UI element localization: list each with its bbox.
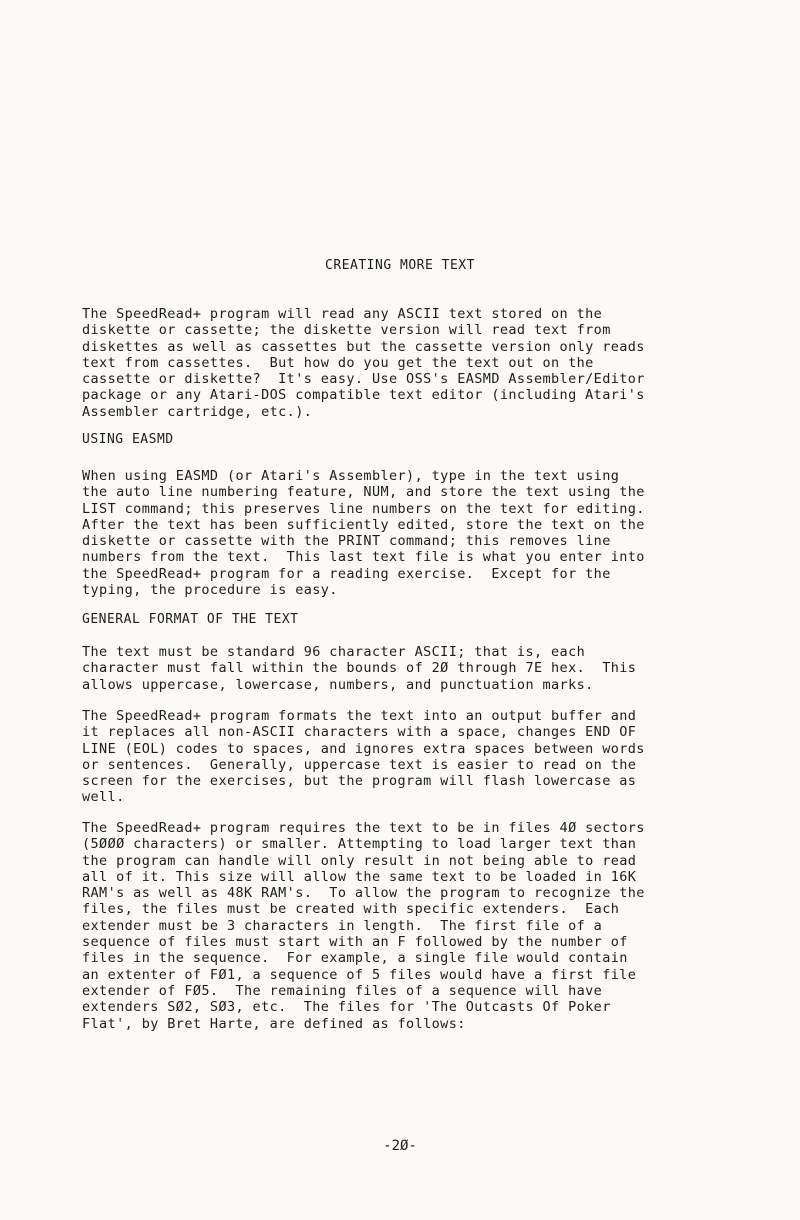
text-line: diskette or cassette with the PRINT command; this removes line bbox=[82, 533, 611, 550]
text-line: (5ØØØ characters) or smaller. Attempting to load larger text than bbox=[82, 836, 637, 853]
text-line: Assembler cartridge, etc.). bbox=[82, 403, 313, 420]
text-line: After the text has been sufficiently edited, store the text on the bbox=[82, 516, 645, 533]
section-heading-general-format: GENERAL FORMAT OF THE TEXT bbox=[82, 612, 299, 627]
text-line: an extenter of FØ1, a sequence of 5 files would have a first file bbox=[82, 966, 637, 983]
text-line: RAM's as well as 48K RAM's. To allow the program to recognize the bbox=[82, 885, 645, 902]
text-line: extender of FØ5. The remaining files of a sequence will have bbox=[82, 982, 603, 999]
text-line: files in the sequence. For example, a single file would contain bbox=[82, 950, 628, 967]
text-line: the program can handle will only result in not being able to read bbox=[82, 852, 637, 869]
text-line: The SpeedRead+ program will read any ASCII text stored on the bbox=[82, 306, 603, 322]
text-line: When using EASMD (or Atari's Assembler), type in the text using bbox=[82, 468, 620, 484]
text-line: sequence of files must start with an F followed by the number of bbox=[82, 934, 628, 951]
text-line: numbers from the text. This last text file is what you enter into bbox=[82, 549, 645, 566]
section-heading-using-easmd: USING EASMD bbox=[82, 432, 174, 447]
text-line: the auto line numbering feature, NUM, and store the text using the bbox=[82, 484, 645, 501]
format-paragraph-1 bbox=[82, 644, 732, 693]
text-line: LINE (EOL) codes to spaces, and ignores extra spaces between words bbox=[82, 740, 645, 757]
text-line: package or any Atari-DOS compatible text editor (including Atari's bbox=[82, 387, 645, 404]
text-line: the SpeedRead+ program for a reading exercise. Except for the bbox=[82, 565, 611, 582]
text-line: extender must be 3 characters in length. The first file of a bbox=[82, 917, 603, 934]
format-paragraph-3 bbox=[82, 820, 732, 1032]
intro-paragraph bbox=[82, 306, 732, 420]
text-line: screen for the exercises, but the program will flash lowercase as bbox=[82, 773, 637, 790]
page-title: CREATING MORE TEXT bbox=[325, 258, 475, 273]
text-line: extenders SØ2, SØ3, etc. The files for 'The Outcasts Of Poker bbox=[82, 999, 611, 1016]
text-line: text from cassettes. But how do you get the text out on the bbox=[82, 354, 594, 371]
text-line: LIST command; this preserves line numbers on the text for editing. bbox=[82, 500, 645, 517]
text-line: well. bbox=[82, 789, 125, 806]
using-easmd-paragraph bbox=[82, 468, 732, 598]
text-line: character must fall within the bounds of 2Ø through 7E hex. This bbox=[82, 660, 637, 677]
text-line: or sentences. Generally, uppercase text is easier to read on the bbox=[82, 756, 637, 773]
text-line: it replaces all non-ASCII characters with a space, changes END OF bbox=[82, 724, 637, 741]
text-line: diskettes as well as cassettes but the cassette version only reads bbox=[82, 338, 645, 355]
text-line: The SpeedRead+ program formats the text into an output buffer and bbox=[82, 708, 637, 724]
text-line: The text must be standard 96 character ASCII; that is, each bbox=[82, 644, 586, 660]
text-line: allows uppercase, lowercase, numbers, and punctuation marks. bbox=[82, 676, 594, 693]
format-paragraph-2 bbox=[82, 708, 732, 806]
text-line: files, the files must be created with specific extenders. Each bbox=[82, 901, 620, 918]
text-line: cassette or diskette? It's easy. Use OSS's EASMD Assembler/Editor bbox=[82, 371, 645, 388]
text-line: all of it. This size will allow the same text to be loaded in 16K bbox=[82, 868, 637, 885]
page-number: -2Ø- bbox=[383, 1138, 417, 1154]
text-line: diskette or cassette; the diskette version will read text from bbox=[82, 322, 611, 339]
text-line: Flat', by Bret Harte, are defined as follows: bbox=[82, 1015, 466, 1032]
text-line: typing, the procedure is easy. bbox=[82, 582, 338, 599]
text-line: The SpeedRead+ program requires the text to be in files 4Ø sectors bbox=[82, 820, 645, 836]
